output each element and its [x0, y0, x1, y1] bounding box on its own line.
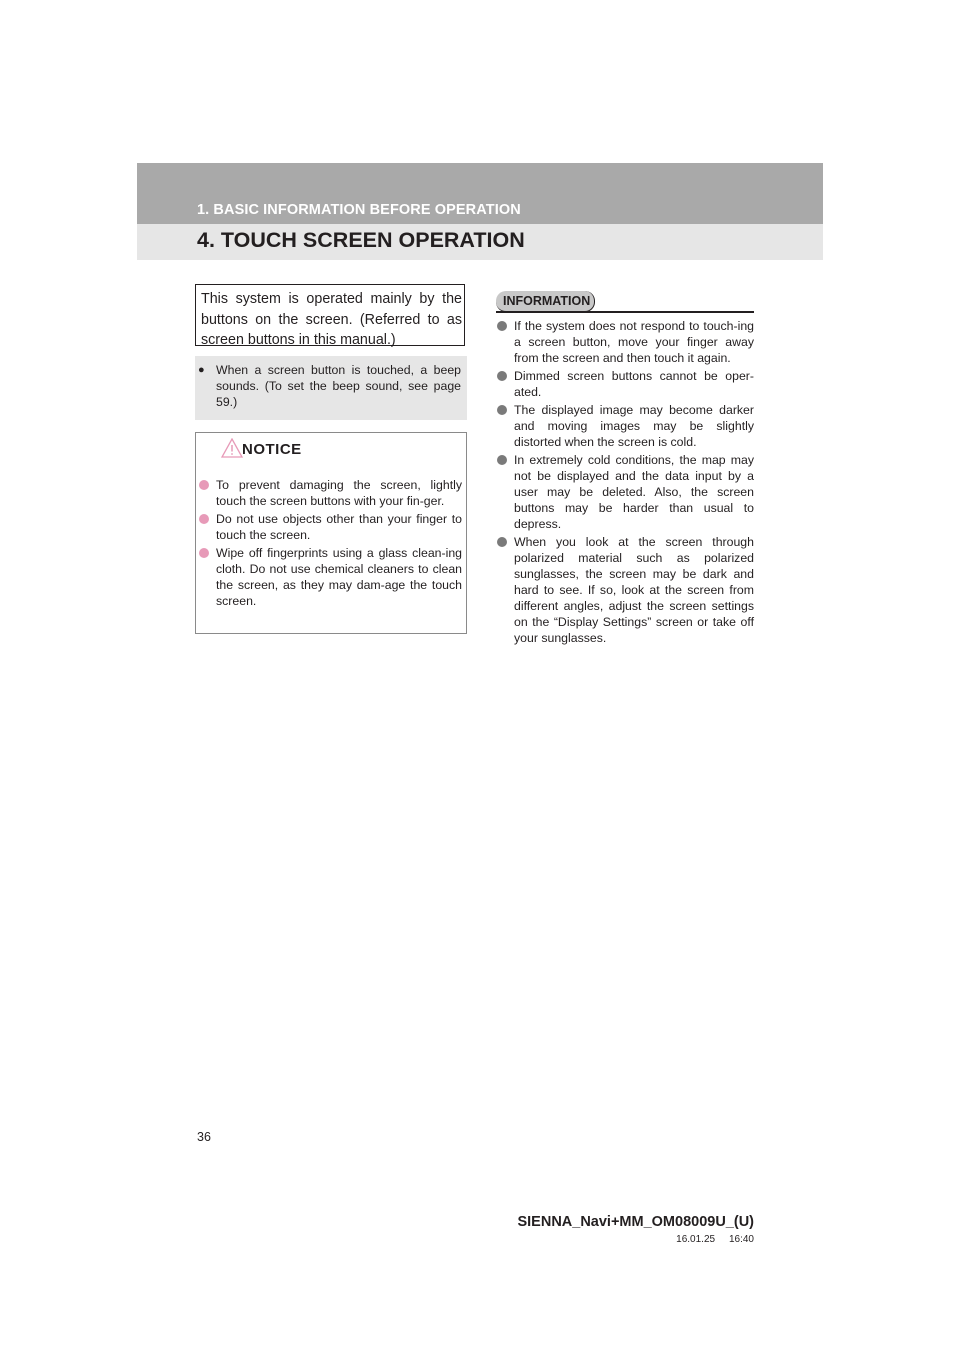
section-label: 1. BASIC INFORMATION BEFORE OPERATION: [197, 202, 521, 218]
notice-item: [196, 545, 462, 609]
notice-item-text: Wipe off fingerprints using a glass clean-ing cloth. Do not use chemical cleaners to clean the screen, as they may dam-age the touch screen.: [216, 546, 462, 608]
information-item-text: When you look at the screen through polarized material such as polarized sunglasses, the screen may be dark and hard to see. If so, look at the screen from different angles, adjust the screen settings on the “Display Settings” screen or take off your sunglasses.: [514, 535, 754, 645]
bullet-icon: [497, 455, 507, 465]
information-rule: [496, 311, 754, 313]
filled-circle-icon: ●: [198, 364, 205, 376]
information-item-text: The displayed image may become darker and moving images may be slightly distorted when the screen is cold.: [514, 403, 754, 449]
bullet-icon: [199, 548, 209, 558]
print-timestamp: 16.01.25 16:40: [676, 1234, 754, 1245]
information-item-text: In extremely cold conditions, the map may not be displayed and the data input by a user may be deleted. Also, the screen buttons may be harder than usual to depress.: [514, 453, 754, 531]
notice-list: [196, 477, 462, 609]
notice-item-text: To prevent damaging the screen, lightly touch the screen buttons with your fin-ger.: [216, 478, 462, 508]
notice-title: NOTICE: [242, 441, 302, 458]
bullet-icon: [497, 537, 507, 547]
information-item: [494, 318, 754, 366]
warning-triangle-icon: [221, 438, 243, 458]
notice-item: [196, 511, 462, 543]
bullet-icon: [199, 514, 209, 524]
notice-item-text: Do not use objects other than your finger to touch the screen.: [216, 512, 462, 542]
information-item-text: Dimmed screen buttons cannot be oper-ated.: [514, 369, 754, 399]
note-text: When a screen button is touched, a beep sounds. (To set the beep sound, see page 59.): [216, 363, 461, 409]
information-list: [494, 318, 754, 646]
bullet-icon: [497, 405, 507, 415]
page-title: 4. TOUCH SCREEN OPERATION: [197, 228, 525, 252]
information-item: [494, 368, 754, 400]
information-item: [494, 452, 754, 532]
intro-text: This system is operated mainly by the buttons on the screen. (Referred to as screen buttons in this manual.): [201, 291, 462, 348]
bullet-icon: [497, 371, 507, 381]
page-number: 36: [197, 1130, 211, 1144]
bullet-icon: [497, 321, 507, 331]
information-item-text: If the system does not respond to touch-ing a screen button, move your finger away from the screen and then touch it again.: [514, 319, 754, 365]
information-item: [494, 534, 754, 646]
notice-item: [196, 477, 462, 509]
information-item: [494, 402, 754, 450]
document-code: SIENNA_Navi+MM_OM08009U_(U): [517, 1214, 754, 1230]
bullet-icon: [199, 480, 209, 490]
information-label: INFORMATION: [503, 294, 591, 308]
